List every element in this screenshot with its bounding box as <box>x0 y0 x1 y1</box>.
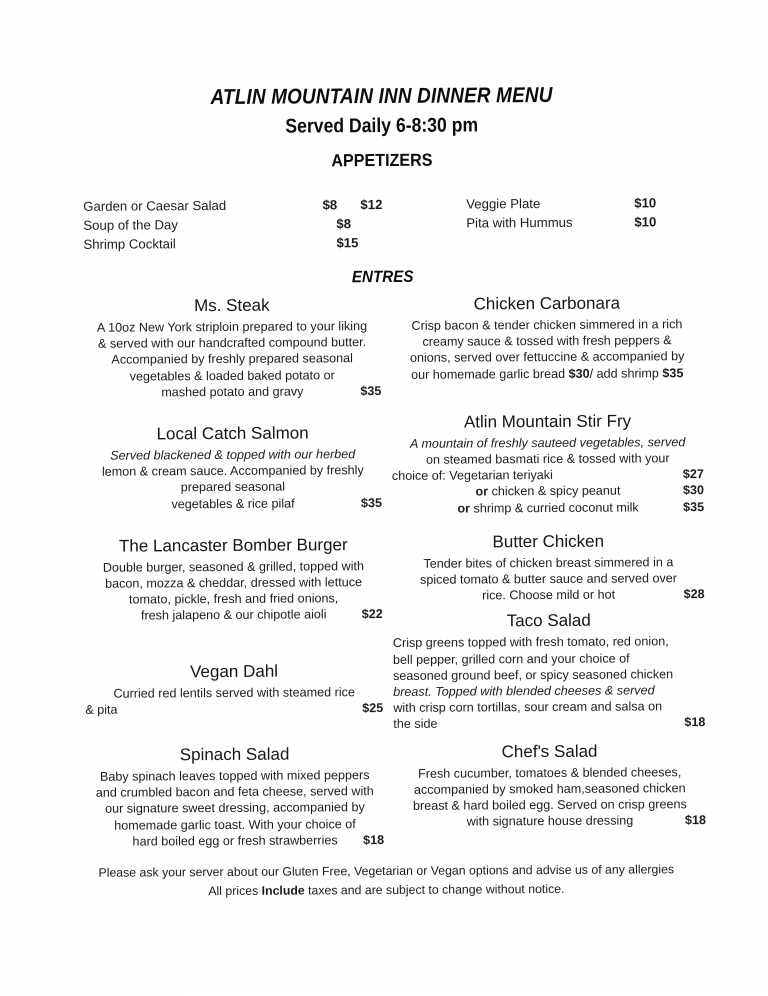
appetizer-row <box>466 193 711 213</box>
appetizer-name: Soup of the Day <box>83 217 178 233</box>
entrees-left-column <box>83 295 384 850</box>
page-title: ATLIN MOUNTAIN INN DINNER MENU <box>210 82 553 110</box>
text-segment: tomato, pickle, fresh and fried onions, <box>128 591 339 607</box>
description-line <box>84 558 382 576</box>
menu-item <box>83 295 382 401</box>
description-line <box>83 383 381 401</box>
entrees-heading: ENTRES <box>351 267 414 287</box>
text-segment: mashed potato and gravy <box>161 384 304 400</box>
description-line <box>83 350 381 368</box>
text-segment: Baby spinach leaves topped with mixed peppers <box>99 768 370 784</box>
menu-item-title: Atlin Mountain Stir Fry <box>463 411 632 432</box>
appetizers-left-column <box>83 195 398 254</box>
text-segment: taxes and are subject to change without notice. <box>304 881 565 898</box>
text-segment: bacon, mozza & cheddar, dressed with lettuce <box>105 575 363 591</box>
menu-item <box>84 535 383 625</box>
description-line <box>85 700 383 718</box>
text-segment: rice. Choose mild or hot <box>482 587 616 603</box>
text-segment: accompanied by smoked ham,seasoned chicken <box>413 781 686 797</box>
menu-item-title: The Lancaster Bomber Burger <box>118 535 348 556</box>
text-segment: lemon & cream sauce. Accompanied by freshly <box>101 463 364 479</box>
text-segment: Double burger, seasoned & grilled, topped with <box>102 558 365 575</box>
description-line <box>393 633 705 651</box>
description-line <box>86 816 384 834</box>
description-line <box>84 574 382 592</box>
description-line <box>85 606 383 624</box>
entrees-right-column <box>391 293 706 848</box>
text-segment: & pita <box>85 702 118 717</box>
text-segment: hard boiled egg or fresh strawberries <box>132 833 338 849</box>
description-line <box>86 767 384 785</box>
description-line <box>393 650 705 668</box>
appetizer-price: $10 <box>634 214 657 230</box>
description-line <box>84 495 382 513</box>
menu-item-title: Butter Chicken <box>492 531 605 552</box>
description-line <box>392 434 704 452</box>
menu-item-description <box>84 446 382 513</box>
appetizers-heading: APPETIZERS <box>331 149 433 171</box>
text-segment: bell pepper, grilled corn and your choice of <box>392 651 630 667</box>
appetizer-row <box>466 212 711 232</box>
description-line <box>83 334 381 352</box>
description-line <box>394 780 706 798</box>
menu-item <box>393 610 706 732</box>
text-segment: breast. Topped with blended cheeses & served <box>393 683 655 699</box>
text-segment: or <box>457 501 471 516</box>
price-label: $27 <box>682 467 704 482</box>
description-line <box>86 832 384 850</box>
menu-item-title: Local Catch Salmon <box>156 423 309 444</box>
text-segment: vegetables & rice pilaf <box>171 496 295 511</box>
menu-item-description <box>393 633 706 732</box>
text-segment: prepared seasonal <box>180 480 286 495</box>
menu-item-description <box>83 318 381 401</box>
description-line <box>392 450 704 468</box>
appetizer-name: Pita with Hummus <box>466 214 573 231</box>
menu-item-description <box>86 767 384 850</box>
menu-item <box>86 744 385 850</box>
appetizer-price: $8 <box>336 216 352 232</box>
price-label: $28 <box>683 587 705 602</box>
text-segment: the side <box>393 717 438 732</box>
text-segment: Crisp greens topped with fresh tomato, red onion, <box>392 634 669 651</box>
price-label: $30 <box>682 483 705 498</box>
text-segment: on steamed basmati rice & tossed with your <box>425 451 670 467</box>
description-line <box>392 466 704 484</box>
description-line <box>393 586 705 604</box>
description-line <box>86 783 384 801</box>
menu-item <box>84 423 383 513</box>
appetizer-row <box>83 233 398 254</box>
description-line <box>392 499 704 517</box>
menu-subtitle: Served Daily 6-8:30 pm <box>285 114 479 138</box>
text-segment: A mountain of freshly sauteed vegetables, served <box>409 434 686 451</box>
menu-item-description <box>392 554 704 605</box>
description-line <box>392 482 704 500</box>
menu-footer <box>2 860 768 903</box>
menu-item-title: Vegan Dahl <box>190 661 279 681</box>
description-line <box>391 332 703 350</box>
description-line <box>84 478 382 496</box>
price-label: $18 <box>684 813 707 828</box>
description-line <box>393 714 705 732</box>
text-segment: vegetables & loaded baked potato or <box>129 367 335 384</box>
price-label: $35 <box>683 499 705 514</box>
text-segment: shrimp & curried coconut milk <box>469 500 639 516</box>
text-segment: or <box>475 484 489 499</box>
description-line <box>391 348 703 366</box>
description-line <box>394 796 706 814</box>
appetizers-section <box>0 193 766 255</box>
price-label: $25 <box>362 700 384 715</box>
text-segment: Fresh cucumber, tomatoes & blended cheeses, <box>418 764 682 781</box>
text-segment: spiced tomato & butter sauce and served over <box>419 571 677 587</box>
description-line <box>86 799 384 817</box>
menu-item-description <box>394 764 706 831</box>
menu-item-description <box>85 684 383 718</box>
description-line <box>391 365 703 383</box>
text-segment: Accompanied by freshly prepared seasonal <box>111 351 353 368</box>
menu-item <box>391 411 704 517</box>
menu-item-title: Chef's Salad <box>501 741 598 761</box>
menu-item-title: Ms. Steak <box>193 295 270 316</box>
description-line <box>85 590 383 608</box>
description-line <box>393 682 705 700</box>
text-segment: creamy sauce & tossed with fresh peppers & <box>422 333 672 349</box>
menu-item-description <box>392 434 704 517</box>
text-segment: Include <box>261 883 305 898</box>
appetizer-name: Garden or Caesar Salad <box>83 197 227 214</box>
appetizer-price: $12 <box>360 197 383 213</box>
text-segment: homemade garlic toast. With your choice of <box>114 816 356 833</box>
text-segment: choice of: Vegetarian teriyaki <box>391 468 553 484</box>
description-line <box>84 446 382 464</box>
text-segment: $30 <box>568 366 590 381</box>
menu-item-title: Spinach Salad <box>179 744 290 765</box>
description-line <box>393 666 705 684</box>
description-line <box>83 367 381 385</box>
text-segment: & served with our handcrafted compound butter. <box>97 335 367 351</box>
text-segment: and crumbled bacon and feta cheese, served with <box>95 784 374 801</box>
menu-item <box>392 531 704 605</box>
menu-item <box>394 741 707 831</box>
price-label: $35 <box>360 383 382 398</box>
description-line <box>84 462 382 480</box>
text-segment: Served blackened & topped with our herbed <box>110 447 356 463</box>
menu-item-title: Taco Salad <box>506 611 591 631</box>
appetizer-row <box>83 195 398 216</box>
menu-item-title: Chicken Carbonara <box>473 293 621 314</box>
description-line <box>393 698 705 716</box>
text-segment: / add shrimp <box>589 365 663 381</box>
description-line <box>85 684 383 702</box>
menu-item <box>85 661 383 718</box>
text-segment: seasoned ground beef, or spicy seasoned chicken <box>393 667 674 683</box>
text-segment: fresh jalapeno & our chipotle aioli <box>140 607 327 623</box>
menu-header <box>0 0 766 140</box>
description-line <box>394 764 706 782</box>
text-segment: Crisp bacon & tender chicken simmered in a rich <box>411 317 683 333</box>
text-segment: our signature sweet dressing, accompanied by <box>104 800 365 817</box>
description-line <box>394 812 706 830</box>
appetizer-name: Veggie Plate <box>466 196 541 212</box>
description-line <box>392 554 704 572</box>
description-line <box>83 318 381 336</box>
text-segment: breast & hard boiled egg. Served on crisp greens <box>412 797 687 813</box>
description-line <box>392 570 704 588</box>
menu-item-description <box>84 558 382 625</box>
footer-allergy-note: Please ask your server about our Gluten Free, Vegetarian or Vegan options and advise us of any allergies <box>98 862 675 880</box>
text-segment: A 10oz New York striploin prepared to your liking <box>96 319 368 335</box>
text-segment: chicken & spicy peanut <box>488 483 621 499</box>
price-label: $18 <box>363 832 385 847</box>
appetizer-price: $10 <box>634 195 657 211</box>
text-segment: our homemade garlic bread <box>411 366 569 382</box>
price-label: $18 <box>684 715 706 730</box>
appetizer-price: $15 <box>336 235 359 251</box>
appetizer-row <box>83 214 398 235</box>
text-segment: onions, served over fettuccine & accompanied by <box>409 349 685 366</box>
description-line <box>391 316 703 334</box>
entrees-section <box>0 293 768 851</box>
text-segment: $35 <box>662 365 684 380</box>
menu-item <box>391 293 704 383</box>
appetizer-name: Shrimp Cocktail <box>83 236 176 252</box>
menu-item-description <box>391 316 703 383</box>
text-segment: Tender bites of chicken breast simmered in a <box>423 555 674 571</box>
text-segment: All prices <box>208 883 262 899</box>
appetizers-right-column <box>466 193 711 251</box>
text-segment: Curried red lentils served with steamed rice <box>113 684 355 701</box>
text-segment: with crisp corn tortillas, sour cream and salsa on <box>393 699 663 716</box>
text-segment: with signature house dressing <box>466 813 634 829</box>
appetizer-price: $8 <box>322 197 338 213</box>
price-label: $22 <box>361 607 383 622</box>
price-label: $35 <box>360 495 383 510</box>
